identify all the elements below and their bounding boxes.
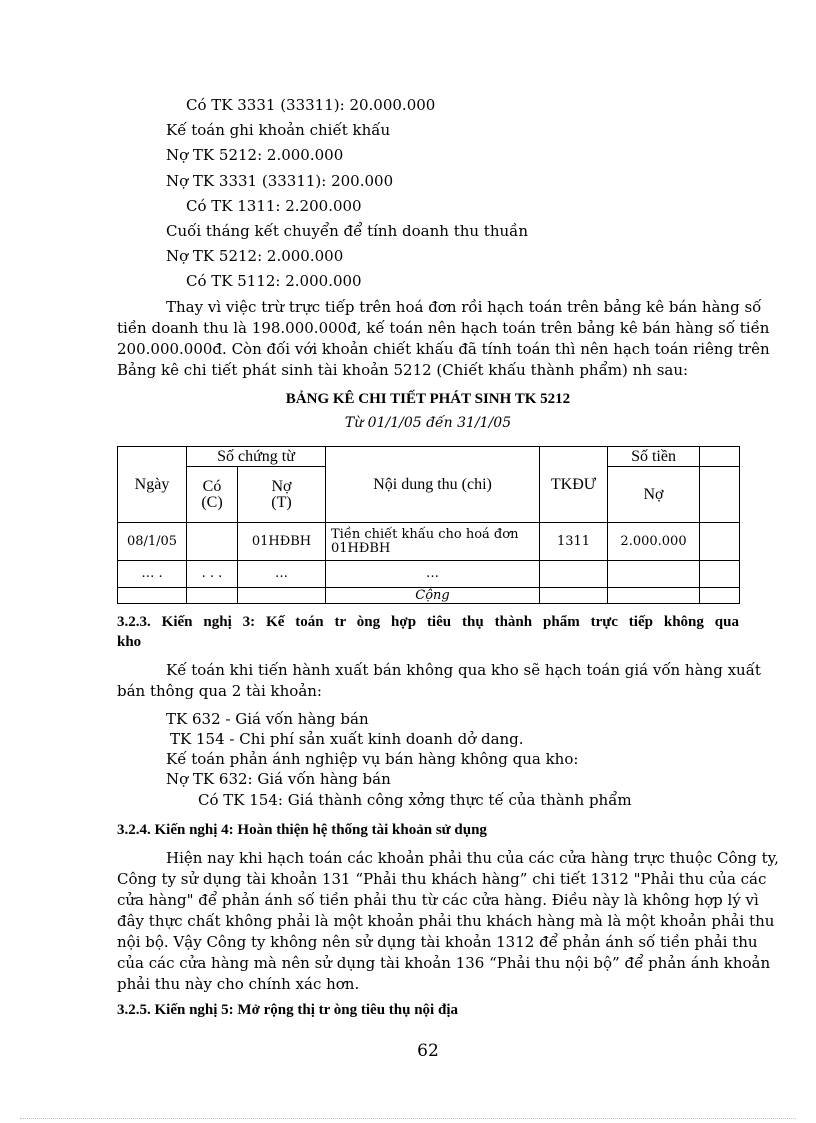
section-heading: 3.2.3. Kiến nghị 3: Kế toán tr òng hợp tiêu thụ thành phẩm trực tiếp không qua — [117, 614, 739, 630]
entry-line: Nợ TK 5212: 2.000.000 — [166, 247, 344, 265]
footer-divider — [20, 1118, 796, 1119]
section-heading: 3.2.5. Kiến nghị 5: Mở rộng thị tr òng tiêu thụ nội địa — [117, 1002, 458, 1018]
entry-line: Có TK 154: Giá thành công xởng thực tế của thành phẩm — [198, 791, 632, 809]
table-row — [118, 523, 740, 561]
header-no-sub: (T) — [271, 493, 292, 511]
entry-line: Nợ TK 632: Giá vốn hàng bán — [166, 770, 391, 788]
header-co — [187, 467, 238, 523]
paragraph-line: Công ty sử dụng tài khoản 131 “Phải thu khách hàng” chi tiết 1312 "Phải thu của các — [117, 870, 767, 888]
header-co-sub: (C) — [201, 493, 223, 511]
paragraph-line: Kế toán khi tiến hành xuất bán không qua kho sẽ hạch toán giá vốn hàng xuất — [166, 661, 761, 679]
paragraph-line: nội bộ. Vậy Công ty không nên sử dụng tài khoản 1312 để phản ánh số tiền phải thu — [117, 933, 758, 951]
header-co-label: Có — [202, 477, 222, 495]
header-no — [238, 467, 326, 523]
paragraph-line: tiền doanh thu là 198.000.000đ, kế toán nên hạch toán trên bảng kê bán hàng số tiền — [117, 319, 770, 337]
table-total-row — [118, 588, 740, 604]
paragraph-line: Thay vì việc trừ trực tiếp trên hoá đơn rồi hạch toán trên bảng kê bán hàng số — [166, 298, 762, 316]
entry-line: Có TK 3331 (33311): 20.000.000 — [186, 96, 436, 114]
cell-noi-dung-line: 01HĐBH — [331, 540, 391, 556]
ledger-table — [117, 446, 740, 604]
table-title: BẢNG KÊ CHI TIẾT PHÁT SINH TK 5212 — [285, 391, 571, 407]
section-heading: kho — [117, 634, 142, 650]
paragraph-line: phải thu này cho chính xác hơn. — [117, 975, 360, 993]
entry-line: Cuối tháng kết chuyển để tính doanh thu thuần — [166, 222, 529, 240]
cell-noi-dung: … — [326, 561, 540, 588]
header-so-tien: Số tiền — [608, 447, 700, 467]
cell-so-tien: 2.000.000 — [608, 523, 700, 561]
entry-line: TK 632 - Giá vốn hàng bán — [166, 710, 369, 728]
header-ngay: Ngày — [118, 447, 187, 523]
entry-line: Nợ TK 3331 (33311): 200.000 — [166, 172, 394, 190]
total-label: Cộng — [326, 588, 540, 604]
header-noi-dung: Nội dung thu (chi) — [326, 447, 540, 523]
cell-tkdu: 1311 — [540, 523, 608, 561]
paragraph-line: 200.000.000đ. Còn đối với khoản chiết khấu đã tính toán thì nên hạch toán riêng trên — [117, 340, 770, 358]
cell-ngay: 08/1/05 — [118, 523, 187, 561]
cell-ngay: … . — [118, 561, 187, 588]
header-so-chung-tu: Số chứng từ — [187, 447, 326, 467]
cell-co — [187, 523, 238, 561]
cell-no: … — [238, 561, 326, 588]
entry-line: TK 154 - Chi phí sản xuất kinh doanh dở dang. — [170, 730, 524, 748]
entry-line: Kế toán ghi khoản chiết khấu — [166, 121, 391, 139]
cell-no: 01HĐBH — [238, 523, 326, 561]
paragraph-line: bán thông qua 2 tài khoản: — [117, 682, 322, 700]
paragraph-line: Bảng kê chi tiết phát sinh tài khoản 5212 (Chiết khấu thành phẩm) nh sau: — [117, 361, 689, 379]
cell-noi-dung — [326, 523, 540, 561]
header-so-tien-no: Nợ — [608, 467, 700, 523]
cell-co: . . . — [187, 561, 238, 588]
entry-line: Có TK 5112: 2.000.000 — [186, 272, 362, 290]
header-no-label: Nợ — [271, 477, 292, 495]
section-heading: 3.2.4. Kiến nghị 4: Hoàn thiện hệ thống tài khoản sử dụng — [117, 822, 487, 838]
page-number: 62 — [417, 1041, 439, 1061]
entry-line: Nợ TK 5212: 2.000.000 — [166, 146, 344, 164]
paragraph-line: Hiện nay khi hạch toán các khoản phải thu của các cửa hàng trực thuộc Công ty, — [166, 849, 779, 867]
paragraph-line: đây thực chất không phải là một khoản phải thu khách hàng mà là một khoản phải thu — [117, 912, 775, 930]
header-tkdu: TKĐƯ — [540, 447, 608, 523]
paragraph-line: cửa hàng" để phản ánh số tiền phải thu từ các cửa hàng. Điều này là không hợp lý vì — [117, 891, 759, 909]
table-subtitle: Từ 01/1/05 đến 31/1/05 — [344, 415, 512, 431]
paragraph-line: của các cửa hàng mà nên sử dụng tài khoản 136 “Phải thu nội bộ” để phản ánh khoản — [117, 954, 771, 972]
entry-line: Có TK 1311: 2.200.000 — [186, 197, 362, 215]
table-row — [118, 561, 740, 588]
cell-noi-dung-line: Tiền chiết khấu cho hoá đơn — [331, 526, 519, 542]
entry-line: Kế toán phản ánh nghiệp vụ bán hàng không qua kho: — [166, 750, 579, 768]
